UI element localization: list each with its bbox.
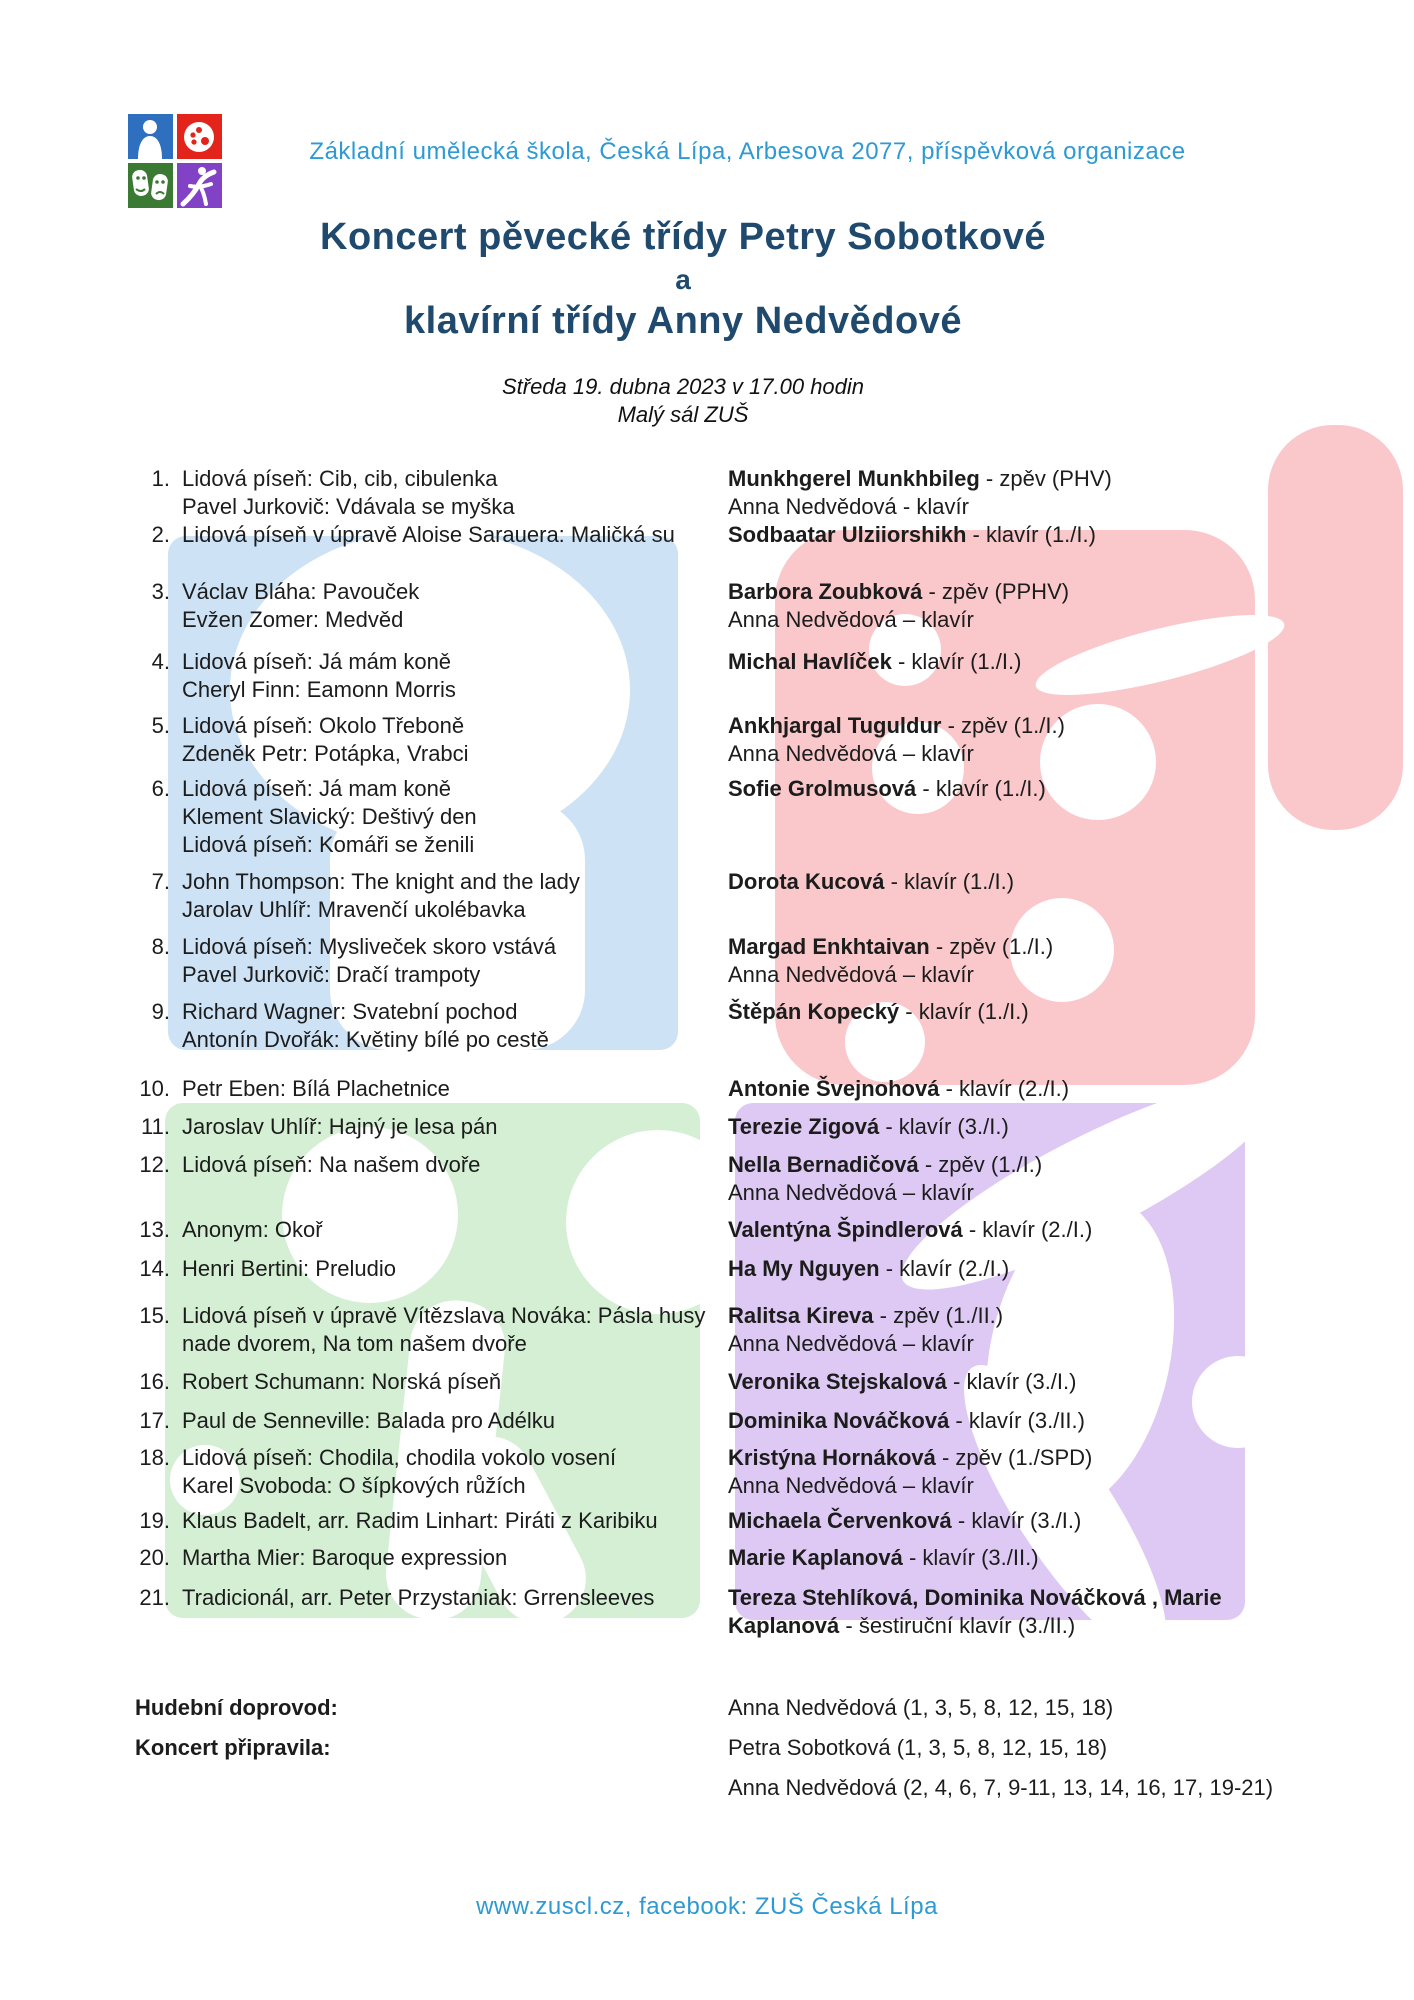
program-item-pieces <box>182 933 730 989</box>
program-item-pieces <box>182 1075 730 1103</box>
performer-role: - klavír (3./I.) <box>946 1369 1077 1394</box>
performer-role: - klavír (1./I.) <box>966 522 1096 547</box>
logo-tile-dancer-icon <box>177 163 222 208</box>
piece-line: Lidová píseň v úpravě Vítězslava Nováka: Pásla husy <box>182 1303 706 1328</box>
performer-role: - klavír (1./I.) <box>899 999 1029 1024</box>
performer-line <box>728 1444 1288 1472</box>
program-item-number: 3. <box>151 579 170 604</box>
performer-name: Dorota Kucová <box>728 869 885 894</box>
program-item-performers <box>728 1255 1288 1283</box>
piece-line: John Thompson: The knight and the lady <box>182 869 580 894</box>
program-item-performers <box>728 1584 1288 1640</box>
performer-role: - klavír (3./II.) <box>902 1545 1039 1570</box>
program-item-performers <box>728 1151 1288 1207</box>
piece-line: Klement Slavický: Deštivý den <box>182 804 477 829</box>
performer-role: - klavír (1./I.) <box>884 869 1015 894</box>
piece-line: Robert Schumann: Norská píseň <box>182 1369 502 1394</box>
program-item-pieces <box>182 1113 730 1141</box>
performer-line <box>728 1302 1288 1330</box>
program-item-pieces <box>182 712 730 768</box>
program-item-number: 15. <box>139 1303 170 1328</box>
performer-name: Antonie Švejnohová <box>728 1076 940 1101</box>
program-item-pieces <box>182 465 730 521</box>
performer-role: - klavír (1./I.) <box>891 649 1022 674</box>
piece-line: Richard Wagner: Svatební pochod <box>182 999 518 1024</box>
credit-row <box>0 1775 1414 1815</box>
piece-line: Henri Bertini: Preludio <box>182 1256 396 1281</box>
piece-line: Evžen Zomer: Medvěd <box>182 607 404 632</box>
piece-line: Klaus Badelt, arr. Radim Linhart: Piráti z Karibiku <box>182 1508 658 1533</box>
program-item-number: 21. <box>139 1585 170 1610</box>
performer-line <box>728 1368 1288 1396</box>
performer-name: Dominika Nováčková <box>728 1408 950 1433</box>
piece-line: Lidová píseň v úpravě Aloise Sarauera: Maličká su <box>182 522 675 547</box>
program-item-pieces <box>182 1255 730 1283</box>
credit-label: Hudební doprovod: <box>135 1695 338 1720</box>
program-item-number: 16. <box>139 1369 170 1394</box>
program-item-pieces <box>182 1151 730 1179</box>
piece-line: Zdeněk Petr: Potápka, Vrabci <box>182 741 469 766</box>
performer-line <box>728 775 1288 803</box>
program-item-pieces <box>182 1507 730 1535</box>
program-item-performers <box>728 1407 1288 1435</box>
program-item-number: 12. <box>139 1152 170 1177</box>
program-item-pieces <box>182 1368 730 1396</box>
performer-name: Veronika Stejskalová <box>728 1369 947 1394</box>
performer-line <box>728 933 1288 961</box>
performer-line <box>728 1151 1288 1179</box>
program-item-number: 19. <box>139 1508 170 1533</box>
concert-title-conjunction: a <box>675 264 691 295</box>
concert-title-line2: klavírní třídy Anny Nedvědové <box>404 300 962 342</box>
program-item-number: 8. <box>151 934 170 959</box>
accompanist-line: Anna Nedvědová – klavír <box>728 1180 974 1205</box>
accompanist-line: Anna Nedvědová – klavír <box>728 607 974 632</box>
program-item-performers <box>728 465 1288 521</box>
performer-line <box>728 998 1288 1026</box>
program-item-number: 1. <box>151 466 170 491</box>
piece-line: Lidová píseň: Já mám koně <box>182 649 452 674</box>
piece-line: Pavel Jurkovič: Dračí trampoty <box>182 962 481 987</box>
program-item-performers <box>728 1075 1288 1103</box>
piece-line: Lidová píseň: Mysliveček skoro vstává <box>182 934 557 959</box>
piece-line: Lidová píseň: Cib, cib, cibulenka <box>182 466 498 491</box>
program-item-pieces <box>182 1544 730 1572</box>
program-item-number: 6. <box>151 776 170 801</box>
program-item-number: 14. <box>139 1256 170 1281</box>
program-item-number: 13. <box>139 1217 170 1242</box>
program-item-performers <box>728 1368 1288 1396</box>
program-item-number: 9. <box>151 999 170 1024</box>
performer-role: - klavír (3./I.) <box>879 1114 1009 1139</box>
performer-name: Sofie Grolmusová <box>728 776 917 801</box>
performer-name: Marie Kaplanová <box>728 1545 903 1570</box>
performer-line <box>728 1113 1288 1141</box>
performer-name: Kristýna Hornáková <box>728 1445 936 1470</box>
performer-role: - klavír (1./I.) <box>916 776 1046 801</box>
performer-line <box>728 712 1288 740</box>
program-item-number: 18. <box>139 1445 170 1470</box>
concert-date: Středa 19. dubna 2023 v 17.00 hodin <box>501 374 865 399</box>
performer-name: Valentýna Špindlerová <box>728 1217 963 1242</box>
performer-role: - zpěv (1./I.) <box>918 1152 1043 1177</box>
performer-line <box>728 1255 1288 1283</box>
piece-line: Václav Bláha: Pavouček <box>182 579 420 604</box>
piece-line: Anonym: Okoř <box>182 1217 323 1242</box>
performer-name: Ha My Nguyen <box>728 1256 880 1281</box>
program-item-pieces <box>182 1407 730 1435</box>
performer-role: - zpěv (1./II.) <box>873 1303 1004 1328</box>
credit-label: Koncert připravila: <box>135 1735 331 1760</box>
performer-name: Michal Havlíček <box>728 649 892 674</box>
program-item-number: 2. <box>151 522 170 547</box>
accompanist-line: Anna Nedvědová – klavír <box>728 962 974 987</box>
piece-line: Lidová píseň: Chodila, chodila vokolo vosení <box>182 1445 617 1470</box>
program-item-number: 20. <box>139 1545 170 1570</box>
program-item-pieces <box>182 998 730 1054</box>
program-item-pieces <box>182 1584 730 1612</box>
program-item-pieces <box>182 1216 730 1244</box>
program-item-number: 7. <box>151 869 170 894</box>
credit-value: Anna Nedvědová (2, 4, 6, 7, 9-11, 13, 14, 16, 17, 19-21) <box>728 1775 1274 1800</box>
program-item-performers <box>728 712 1288 768</box>
program-item-performers <box>728 521 1288 549</box>
program-item-performers <box>728 578 1288 634</box>
performer-line <box>728 1075 1288 1103</box>
performer-name: Margad Enkhtaivan <box>728 934 930 959</box>
logo-tile-masks-icon <box>128 163 173 208</box>
performer-role: - klavír (2./I.) <box>962 1217 1093 1242</box>
program-item-performers <box>728 1444 1288 1500</box>
program-item-pieces <box>182 521 730 549</box>
program-item-number: 17. <box>139 1408 170 1433</box>
piece-line: Lidová píseň: Já mam koně <box>182 776 452 801</box>
performer-name: Barbora Zoubková <box>728 579 923 604</box>
performer-role: - zpěv (PHV) <box>979 466 1112 491</box>
performer-line <box>728 1216 1288 1244</box>
performer-role: - klavír (3./II.) <box>949 1408 1085 1433</box>
program-item-number: 5. <box>151 713 170 738</box>
program-item-performers <box>728 998 1288 1026</box>
accompanist-line: Anna Nedvědová – klavír <box>728 1331 974 1356</box>
program-item-performers <box>728 1302 1288 1358</box>
performer-line <box>728 648 1288 676</box>
performer-role: - zpěv (1./I.) <box>941 713 1065 738</box>
performer-role: - šestiruční klavír (3./II.) <box>839 1613 1076 1638</box>
performer-line <box>728 1407 1288 1435</box>
performer-line <box>728 1584 1288 1640</box>
credits-section <box>0 1695 1414 1815</box>
performer-role: - klavír (2./I.) <box>939 1076 1070 1101</box>
program-item-number: 10. <box>139 1076 170 1101</box>
program-item-pieces <box>182 578 730 634</box>
performer-line <box>728 521 1288 549</box>
credit-value: Anna Nedvědová (1, 3, 5, 8, 12, 15, 18) <box>728 1695 1114 1720</box>
performer-role: - zpěv (1./SPD) <box>935 1445 1093 1470</box>
program-item-performers <box>728 1113 1288 1141</box>
performer-line <box>728 465 1288 493</box>
program-item-pieces <box>182 648 730 704</box>
piece-line: Cheryl Finn: Eamonn Morris <box>182 677 456 702</box>
piece-line: Lidová píseň: Na našem dvoře <box>182 1152 481 1177</box>
concert-venue: Malý sál ZUŠ <box>617 402 749 427</box>
piece-line: Martha Mier: Baroque expression <box>182 1545 508 1570</box>
performer-name: Terezie Zigová <box>728 1114 880 1139</box>
credit-value: Petra Sobotková (1, 3, 5, 8, 12, 15, 18) <box>728 1735 1108 1760</box>
performer-role: - klavír (3./I.) <box>951 1508 1082 1533</box>
accompanist-line: Anna Nedvědová – klavír <box>728 741 974 766</box>
performer-name: Ankhjargal Tuguldur <box>728 713 942 738</box>
website-link[interactable]: www.zuscl.cz, facebook: ZUŠ Česká Lípa <box>476 1893 938 1920</box>
credit-row <box>0 1735 1414 1775</box>
performer-name: Nella Bernadičová <box>728 1152 919 1177</box>
performer-role: - klavír (2./I.) <box>879 1256 1010 1281</box>
performer-line <box>728 1544 1288 1572</box>
piece-line: Lidová píseň: Komáři se ženili <box>182 832 475 857</box>
program-item-number: 4. <box>151 649 170 674</box>
program-item-performers <box>728 648 1288 676</box>
performer-name: Munkhgerel Munkhbileg <box>728 466 980 491</box>
performer-name: Štěpán Kopecký <box>728 999 900 1024</box>
piece-line: Jaroslav Uhlíř: Hajný je lesa pán <box>182 1114 498 1139</box>
program-item-performers <box>728 1216 1288 1244</box>
program-item-performers <box>728 933 1288 989</box>
piece-line: Jarolav Uhlíř: Mravenčí ukolébavka <box>182 897 526 922</box>
piece-line: Paul de Senneville: Balada pro Adélku <box>182 1408 556 1433</box>
program-item-pieces <box>182 775 730 859</box>
program-item-performers <box>728 1507 1288 1535</box>
program-item-performers <box>728 775 1288 803</box>
piece-line: Lidová píseň: Okolo Třeboně <box>182 713 465 738</box>
performer-name: Sodbaatar Ulziiorshikh <box>728 522 967 547</box>
performer-name: Ralitsa Kireva <box>728 1303 874 1328</box>
concert-title-line1: Koncert pěvecké třídy Petry Sobotkové <box>320 216 1046 258</box>
program-item-performers <box>728 1544 1288 1572</box>
accompanist-line: Anna Nedvědová – klavír <box>728 1473 974 1498</box>
piece-line: Karel Svoboda: O šípkových růžích <box>182 1473 526 1498</box>
piece-line: Petr Eben: Bílá Plachetnice <box>182 1076 450 1101</box>
piece-line: nade dvorem, Na tom našem dvoře <box>182 1331 527 1356</box>
performer-line <box>728 868 1288 896</box>
accompanist-line: Anna Nedvědová - klavír <box>728 494 969 519</box>
piece-line: Pavel Jurkovič: Vdávala se myška <box>182 494 515 519</box>
performer-role: - zpěv (1./I.) <box>929 934 1054 959</box>
performer-line <box>728 578 1288 606</box>
program-item-pieces <box>182 1444 730 1500</box>
piece-line: Tradicionál, arr. Peter Przystaniak: Grrensleeves <box>182 1585 655 1610</box>
performer-name: Tereza Stehlíková, Dominika Nováčková , Marie Kaplanová <box>728 1585 1222 1638</box>
program-item-pieces <box>182 1302 730 1358</box>
credit-row <box>0 1695 1414 1735</box>
logo-tile-figure-icon <box>128 114 173 159</box>
performer-line <box>728 1507 1288 1535</box>
program-item-pieces <box>182 868 730 924</box>
program-item-performers <box>728 868 1288 896</box>
piece-line: Antonín Dvořák: Květiny bílé po cestě <box>182 1027 549 1052</box>
performer-name: Michaela Červenková <box>728 1508 952 1533</box>
school-name-line: Základní umělecká škola, Česká Lípa, Arbesova 2077, příspěvková organizace <box>309 138 1186 165</box>
performer-role: - zpěv (PPHV) <box>922 579 1070 604</box>
program-item-number: 11. <box>141 1114 170 1139</box>
